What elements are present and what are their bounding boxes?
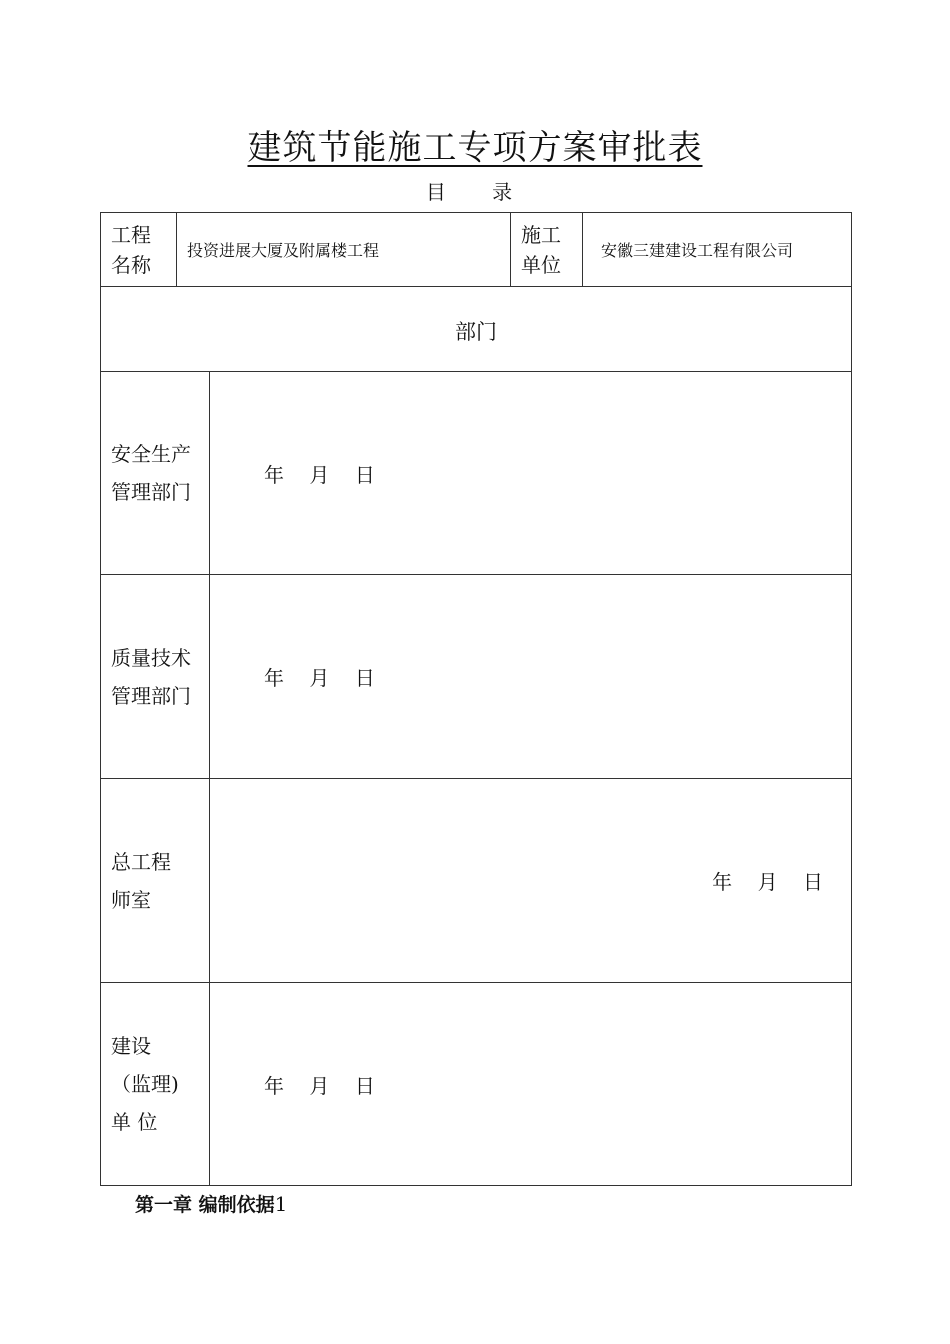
approval-row-supervisor xyxy=(101,983,852,1186)
row-label-supervisor: 建设 （监理) 单 位 xyxy=(101,983,210,1186)
construction-unit-label: 施工 单位 xyxy=(511,213,583,287)
row-label-chief-engineer: 总工程 师室 xyxy=(101,779,210,983)
row-label-quality: 质量技术 管理部门 xyxy=(101,575,210,779)
approval-row-chief-engineer xyxy=(101,779,852,983)
date-safety: 年 月 日 xyxy=(210,372,852,575)
approval-row-safety xyxy=(101,372,852,575)
toc-subtitle: 目 录 xyxy=(425,180,533,204)
date-quality: 年 月 日 xyxy=(210,575,852,779)
date-chief-engineer: 年 月 日 xyxy=(210,779,852,983)
date-supervisor: 年 月 日 xyxy=(210,983,852,1186)
project-name-value: 投资进展大厦及附属楼工程 xyxy=(177,213,511,287)
project-name-label: 工程 名称 xyxy=(101,213,177,287)
approval-row-quality xyxy=(101,575,852,779)
construction-unit-value: 安徽三建建设工程有限公司 xyxy=(583,213,852,287)
toc-entry-chapter-1[interactable] xyxy=(135,1190,287,1217)
approval-form-table xyxy=(100,212,852,1186)
project-info-row xyxy=(101,213,852,287)
row-label-safety: 安全生产 管理部门 xyxy=(101,372,210,575)
toc-page-number: 1 xyxy=(274,1192,288,1216)
toc-chapter-label: 第一章 编制依据 xyxy=(135,1194,275,1216)
page-title: 建筑节能施工专项方案审批表 xyxy=(247,128,703,168)
department-header-row xyxy=(101,287,852,372)
department-header: 部门 xyxy=(101,287,852,372)
